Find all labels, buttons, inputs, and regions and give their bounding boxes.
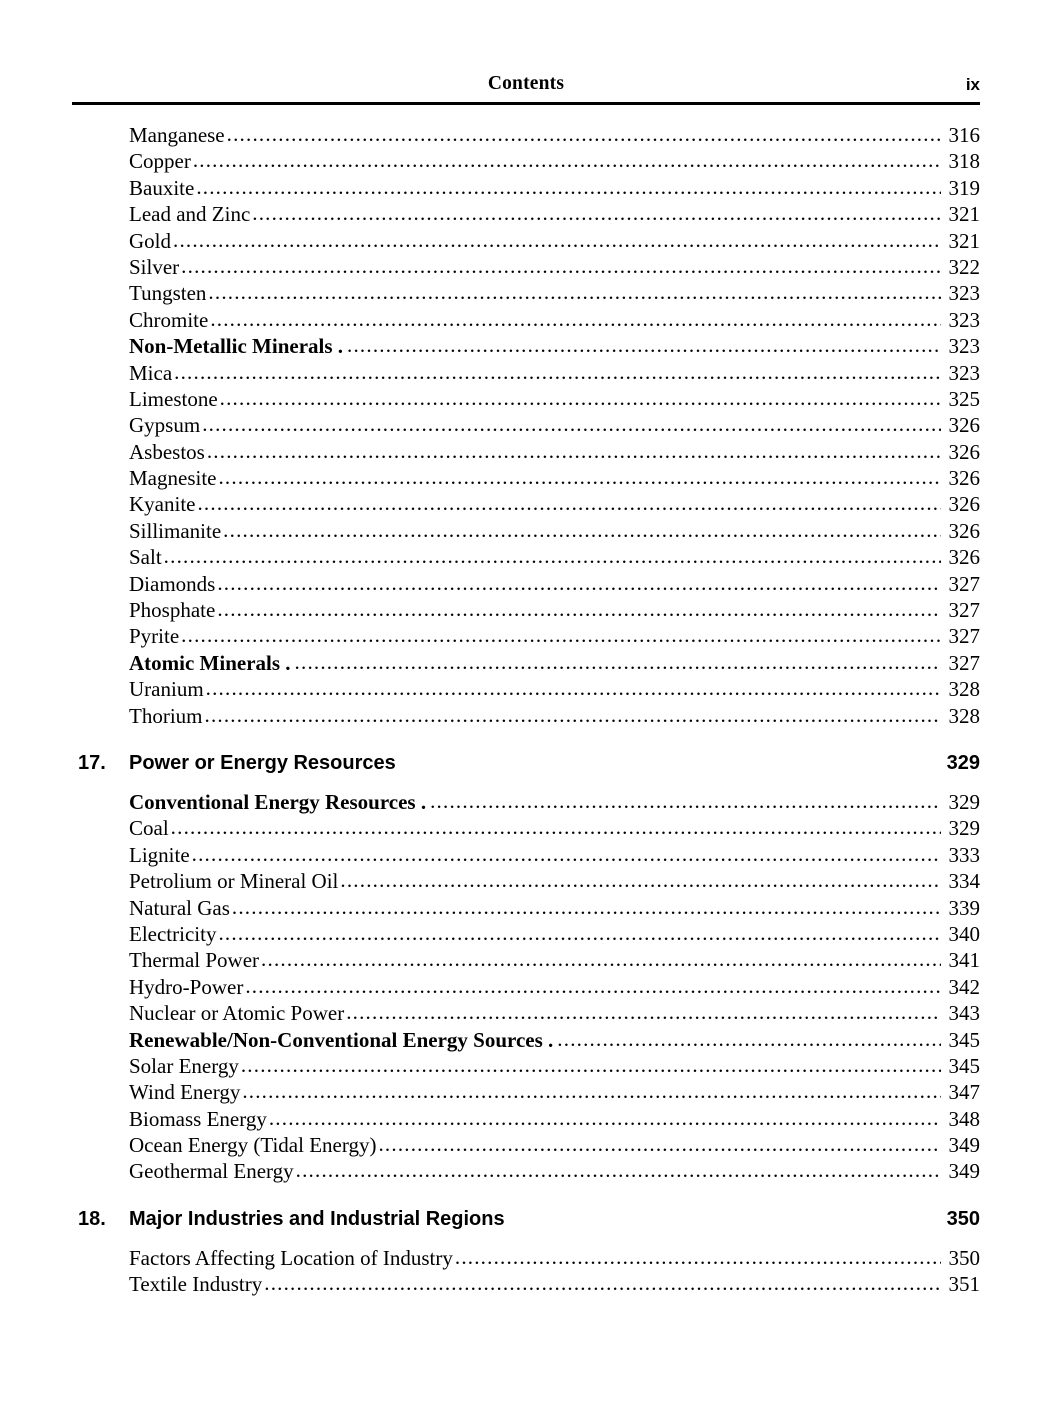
toc-entry-page-number: 319 — [948, 175, 980, 200]
toc-entry-label: Chromite — [129, 307, 209, 332]
dot-leader — [557, 1027, 941, 1052]
toc-entry-page-number: 347 — [948, 1080, 980, 1105]
toc-entry-label: Thermal Power — [129, 948, 260, 973]
dot-leader — [241, 1053, 941, 1078]
dot-leader — [455, 1245, 941, 1270]
toc-entry-row[interactable] — [72, 676, 980, 702]
chapter-page-number: 329 — [946, 751, 980, 774]
toc-entry-row[interactable] — [72, 842, 980, 868]
dot-leader — [347, 333, 941, 358]
dot-leader — [218, 465, 941, 490]
dot-leader — [218, 921, 941, 946]
toc-entry-row[interactable] — [72, 1158, 980, 1184]
toc-entry-row[interactable] — [72, 280, 980, 306]
toc-entry-label: Gypsum — [129, 413, 201, 438]
toc-entry-label: Pyrite — [129, 624, 180, 649]
dot-leader — [430, 789, 941, 814]
toc-entry-label: Conventional Energy Resources . — [129, 789, 427, 814]
toc-entry-label: Tungsten — [129, 281, 207, 306]
toc-entry-page-number: 321 — [948, 228, 980, 253]
toc-entry-page-number: 326 — [948, 492, 980, 517]
toc-chapter-row[interactable] — [72, 1199, 980, 1239]
toc-entry-label: Bauxite — [129, 175, 195, 200]
toc-entry-label: Silver — [129, 254, 180, 279]
chapter-number: 17. — [78, 751, 106, 774]
dot-leader — [196, 175, 941, 200]
toc-entry-page-number: 327 — [948, 650, 980, 675]
toc-entry-page-number: 326 — [948, 413, 980, 438]
chapter-page-number: 350 — [946, 1207, 980, 1230]
dot-leader — [181, 254, 941, 279]
toc-entry-label: Electricity — [129, 921, 217, 946]
toc-chapter-row[interactable] — [72, 743, 980, 783]
toc-subsection-row[interactable] — [72, 333, 980, 359]
dot-leader — [171, 815, 941, 840]
toc-entry-label: Salt — [129, 545, 162, 570]
toc-entry-page-number: 328 — [948, 703, 980, 728]
toc-entry-label: Mica — [129, 360, 173, 385]
dot-leader — [378, 1132, 941, 1157]
toc-entry-page-number: 328 — [948, 677, 980, 702]
toc-entry-page-number: 333 — [948, 842, 980, 867]
toc-entry-label: Sillimanite — [129, 518, 222, 543]
toc-entry-row[interactable] — [72, 544, 980, 570]
toc-subsection-row[interactable] — [72, 1027, 980, 1053]
toc-entry-page-number: 342 — [948, 974, 980, 999]
toc-entry-page-number: 318 — [948, 149, 980, 174]
dot-leader — [197, 491, 941, 516]
toc-entry-row[interactable] — [72, 1106, 980, 1132]
toc-entry-page-number: 323 — [948, 307, 980, 332]
toc-entry-label: Gold — [129, 228, 171, 253]
toc-entry-label: Coal — [129, 816, 169, 841]
toc-entry-label: Hydro-Power — [129, 974, 244, 999]
dot-leader — [217, 571, 941, 596]
toc-entry-label: Diamonds — [129, 571, 216, 596]
chapter-number: 18. — [78, 1207, 106, 1230]
dot-leader — [269, 1106, 941, 1131]
toc-entry-row[interactable] — [72, 386, 980, 412]
dot-leader — [193, 148, 941, 173]
toc-entry-page-number: 326 — [948, 518, 980, 543]
toc-entry-label: Geothermal Energy — [129, 1159, 294, 1184]
toc-entry-row[interactable] — [72, 491, 980, 517]
toc-entry-page-number: 339 — [948, 895, 980, 920]
toc-entry-row[interactable] — [72, 868, 980, 894]
dot-leader — [208, 280, 941, 305]
toc-entry-label: Magnesite — [129, 466, 217, 491]
toc-entry-row[interactable] — [72, 307, 980, 333]
dot-leader — [202, 412, 941, 437]
chapter-title: Major Industries and Industrial Regions — [129, 1207, 505, 1230]
toc-entry-page-number: 323 — [948, 281, 980, 306]
toc-entry-label: Manganese — [129, 123, 225, 147]
dot-leader — [252, 201, 941, 226]
toc-entry-page-number: 327 — [948, 624, 980, 649]
toc-entry-row[interactable] — [72, 1000, 980, 1026]
toc-entry-label: Natural Gas — [129, 895, 230, 920]
dot-leader — [296, 1158, 941, 1183]
toc-entry-page-number: 326 — [948, 466, 980, 491]
toc-entry-row[interactable] — [72, 412, 980, 438]
toc-entry-row[interactable] — [72, 623, 980, 649]
toc-entry-page-number: 327 — [948, 571, 980, 596]
toc-entry-page-number: 321 — [948, 202, 980, 227]
toc-entry-page-number: 351 — [948, 1272, 980, 1297]
toc-entry-row[interactable] — [72, 175, 980, 201]
toc-entry-page-number: 349 — [948, 1159, 980, 1184]
toc-entry-label: Solar Energy — [129, 1053, 239, 1078]
toc-entry-page-number: 322 — [948, 254, 980, 279]
toc-subsection-row[interactable] — [72, 650, 980, 676]
dot-leader — [173, 228, 941, 253]
toc-entry-row[interactable] — [72, 201, 980, 227]
toc-entry-row[interactable] — [72, 974, 980, 1000]
toc-entry-row[interactable] — [72, 1079, 980, 1105]
dot-leader — [346, 1000, 941, 1025]
running-header — [72, 72, 980, 102]
dot-leader — [227, 122, 941, 147]
table-of-contents-list — [72, 122, 980, 1298]
toc-entry-label: Limestone — [129, 386, 218, 411]
dot-leader — [264, 1271, 941, 1296]
toc-entry-label: Atomic Minerals . — [129, 650, 291, 675]
toc-entry-row[interactable] — [72, 703, 980, 729]
toc-entry-row[interactable] — [72, 518, 980, 544]
toc-entry-page-number: 316 — [948, 123, 980, 147]
dot-leader — [340, 868, 941, 893]
header-divider — [72, 102, 980, 105]
dot-leader — [207, 439, 941, 464]
toc-entry-page-number: 325 — [948, 386, 980, 411]
toc-entry-page-number: 326 — [948, 545, 980, 570]
page-folio-number: ix — [965, 75, 980, 94]
toc-entry-page-number: 345 — [948, 1027, 980, 1052]
dot-leader — [174, 360, 941, 385]
toc-entry-label: Factors Affecting Location of Industry — [129, 1245, 453, 1270]
toc-entry-page-number: 327 — [948, 598, 980, 623]
toc-entry-row[interactable] — [72, 1053, 980, 1079]
dot-leader — [192, 842, 941, 867]
toc-entry-row[interactable] — [72, 439, 980, 465]
toc-entry-label: Uranium — [129, 677, 204, 702]
dot-leader — [261, 947, 941, 972]
chapter-spacer — [72, 729, 980, 743]
toc-entry-label: Lignite — [129, 842, 190, 867]
toc-entry-label: Copper — [129, 149, 191, 174]
toc-entry-page-number: 349 — [948, 1133, 980, 1158]
toc-entry-label: Nuclear or Atomic Power — [129, 1001, 345, 1026]
toc-entry-row[interactable] — [72, 571, 980, 597]
toc-entry-label: Lead and Zinc — [129, 202, 251, 227]
dot-leader — [217, 597, 941, 622]
toc-entry-label: Renewable/Non-Conventional Energy Sources . — [129, 1027, 554, 1052]
toc-entry-row[interactable] — [72, 360, 980, 386]
toc-entry-row[interactable] — [72, 465, 980, 491]
chapter-title: Power or Energy Resources — [129, 751, 396, 774]
toc-entry-row[interactable] — [72, 1271, 980, 1297]
dot-leader — [205, 703, 942, 728]
toc-entry-row[interactable] — [72, 254, 980, 280]
chapter-spacer — [72, 1185, 980, 1199]
toc-subsection-row[interactable] — [72, 789, 980, 815]
toc-entry-page-number: 323 — [948, 360, 980, 385]
toc-entry-label: Kyanite — [129, 492, 196, 517]
toc-entry-page-number: 343 — [948, 1001, 980, 1026]
dot-leader — [295, 650, 941, 675]
toc-entry-label: Ocean Energy (Tidal Energy) — [129, 1133, 377, 1158]
toc-entry-label: Petrolium or Mineral Oil — [129, 869, 339, 894]
toc-entry-page-number: 350 — [948, 1245, 980, 1270]
toc-entry-label: Non-Metallic Minerals . — [129, 334, 344, 359]
toc-entry-row[interactable] — [72, 921, 980, 947]
toc-entry-row[interactable] — [72, 947, 980, 973]
toc-entry-row[interactable] — [72, 1245, 980, 1271]
dot-leader — [181, 623, 941, 648]
toc-entry-page-number: 323 — [948, 334, 980, 359]
toc-entry-label: Thorium — [129, 703, 203, 728]
toc-entry-page-number: 345 — [948, 1053, 980, 1078]
toc-entry-label: Phosphate — [129, 598, 216, 623]
page-title: Contents — [487, 73, 565, 94]
toc-entry-page-number: 348 — [948, 1106, 980, 1131]
dot-leader — [232, 895, 941, 920]
dot-leader — [223, 518, 941, 543]
toc-entry-row[interactable] — [72, 148, 980, 174]
toc-entry-label: Textile Industry — [129, 1272, 263, 1297]
toc-entry-row[interactable] — [72, 1132, 980, 1158]
toc-entry-page-number: 326 — [948, 439, 980, 464]
toc-entry-page-number: 329 — [948, 816, 980, 841]
dot-leader — [210, 307, 941, 332]
dot-leader — [245, 974, 941, 999]
toc-entry-row[interactable] — [72, 228, 980, 254]
dot-leader — [220, 386, 941, 411]
toc-entry-page-number: 341 — [948, 948, 980, 973]
toc-entry-row[interactable] — [72, 895, 980, 921]
toc-entry-row[interactable] — [72, 597, 980, 623]
toc-entry-label: Wind Energy — [129, 1080, 241, 1105]
toc-entry-page-number: 329 — [948, 789, 980, 814]
toc-entry-row[interactable] — [72, 815, 980, 841]
toc-entry-page-number: 334 — [948, 869, 980, 894]
toc-entry-label: Asbestos — [129, 439, 205, 464]
dot-leader — [242, 1079, 941, 1104]
dot-leader — [164, 544, 941, 569]
dot-leader — [206, 676, 941, 701]
toc-entry-row[interactable] — [72, 122, 980, 148]
toc-entry-page-number: 340 — [948, 921, 980, 946]
toc-entry-label: Biomass Energy — [129, 1106, 267, 1131]
